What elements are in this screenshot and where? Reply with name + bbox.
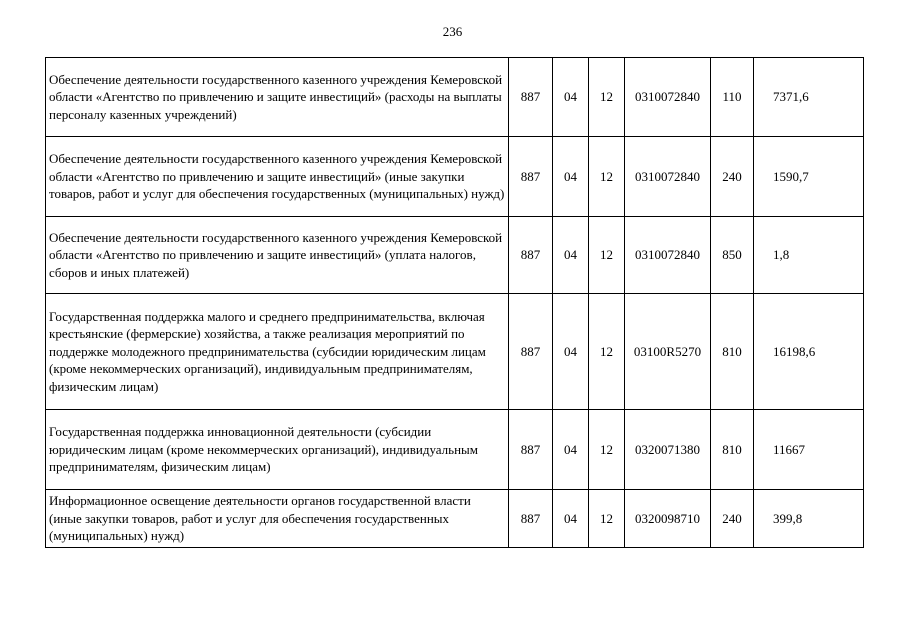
ministry-code: 887 — [509, 294, 553, 410]
budget-table — [45, 57, 864, 548]
target-item-code: 03100R5270 — [625, 294, 711, 410]
table-row — [46, 294, 864, 410]
table-row — [46, 217, 864, 294]
table-row — [46, 410, 864, 490]
row-description: Обеспечение деятельности государственного казенного учреждения Кемеровской области «Агентство по привлечению и защите инвестиций» (расходы на выплаты персоналу казенных учреждений) — [46, 58, 509, 137]
expense-type-code: 110 — [711, 58, 754, 137]
expense-type-code: 850 — [711, 217, 754, 294]
table-row — [46, 58, 864, 137]
expense-type-code: 810 — [711, 294, 754, 410]
section-code: 04 — [553, 294, 589, 410]
target-item-code: 0320071380 — [625, 410, 711, 490]
amount-value: 11667 — [754, 410, 864, 490]
target-item-code: 0310072840 — [625, 58, 711, 137]
ministry-code: 887 — [509, 217, 553, 294]
section-code: 04 — [553, 490, 589, 548]
subsection-code: 12 — [589, 294, 625, 410]
row-description: Государственная поддержка инновационной деятельности (субсидии юридическим лицам (кроме некоммерческих организаций), индивидуальным предпринимателям, физическим лицам) — [46, 410, 509, 490]
expense-type-code: 810 — [711, 410, 754, 490]
amount-value: 399,8 — [754, 490, 864, 548]
row-description: Обеспечение деятельности государственного казенного учреждения Кемеровской области «Агентство по привлечению и защите инвестиций» (иные закупки товаров, работ и услуг для обеспечения государственных (муниципальных) нужд) — [46, 137, 509, 217]
subsection-code: 12 — [589, 410, 625, 490]
row-description: Обеспечение деятельности государственного казенного учреждения Кемеровской области «Агентство по привлечению и защите инвестиций» (уплата налогов, сборов и иных платежей) — [46, 217, 509, 294]
ministry-code: 887 — [509, 490, 553, 548]
subsection-code: 12 — [589, 58, 625, 137]
table-row — [46, 137, 864, 217]
row-description: Государственная поддержка малого и среднего предпринимательства, включая крестьянские (фермерские) хозяйства, а также реализация мероприятий по поддержке молодежного предпринимательства (субсидии юридическим лицам (кроме некоммерческих организаций), индивидуальным предпринимателям, физическим лицам) — [46, 294, 509, 410]
page-number: 236 — [442, 24, 463, 39]
ministry-code: 887 — [509, 137, 553, 217]
subsection-code: 12 — [589, 137, 625, 217]
row-description: Информационное освещение деятельности органов государственной власти (иные закупки товаров, работ и услуг для обеспечения государственных (муниципальных) нужд) — [46, 490, 509, 548]
target-item-code: 0310072840 — [625, 217, 711, 294]
target-item-code: 0320098710 — [625, 490, 711, 548]
amount-value: 16198,6 — [754, 294, 864, 410]
amount-value: 1,8 — [754, 217, 864, 294]
ministry-code: 887 — [509, 410, 553, 490]
expense-type-code: 240 — [711, 137, 754, 217]
section-code: 04 — [553, 137, 589, 217]
subsection-code: 12 — [589, 217, 625, 294]
subsection-code: 12 — [589, 490, 625, 548]
section-code: 04 — [553, 410, 589, 490]
section-code: 04 — [553, 58, 589, 137]
ministry-code: 887 — [509, 58, 553, 137]
table-row — [46, 490, 864, 548]
amount-value: 1590,7 — [754, 137, 864, 217]
amount-value: 7371,6 — [754, 58, 864, 137]
expense-type-code: 240 — [711, 490, 754, 548]
target-item-code: 0310072840 — [625, 137, 711, 217]
section-code: 04 — [553, 217, 589, 294]
